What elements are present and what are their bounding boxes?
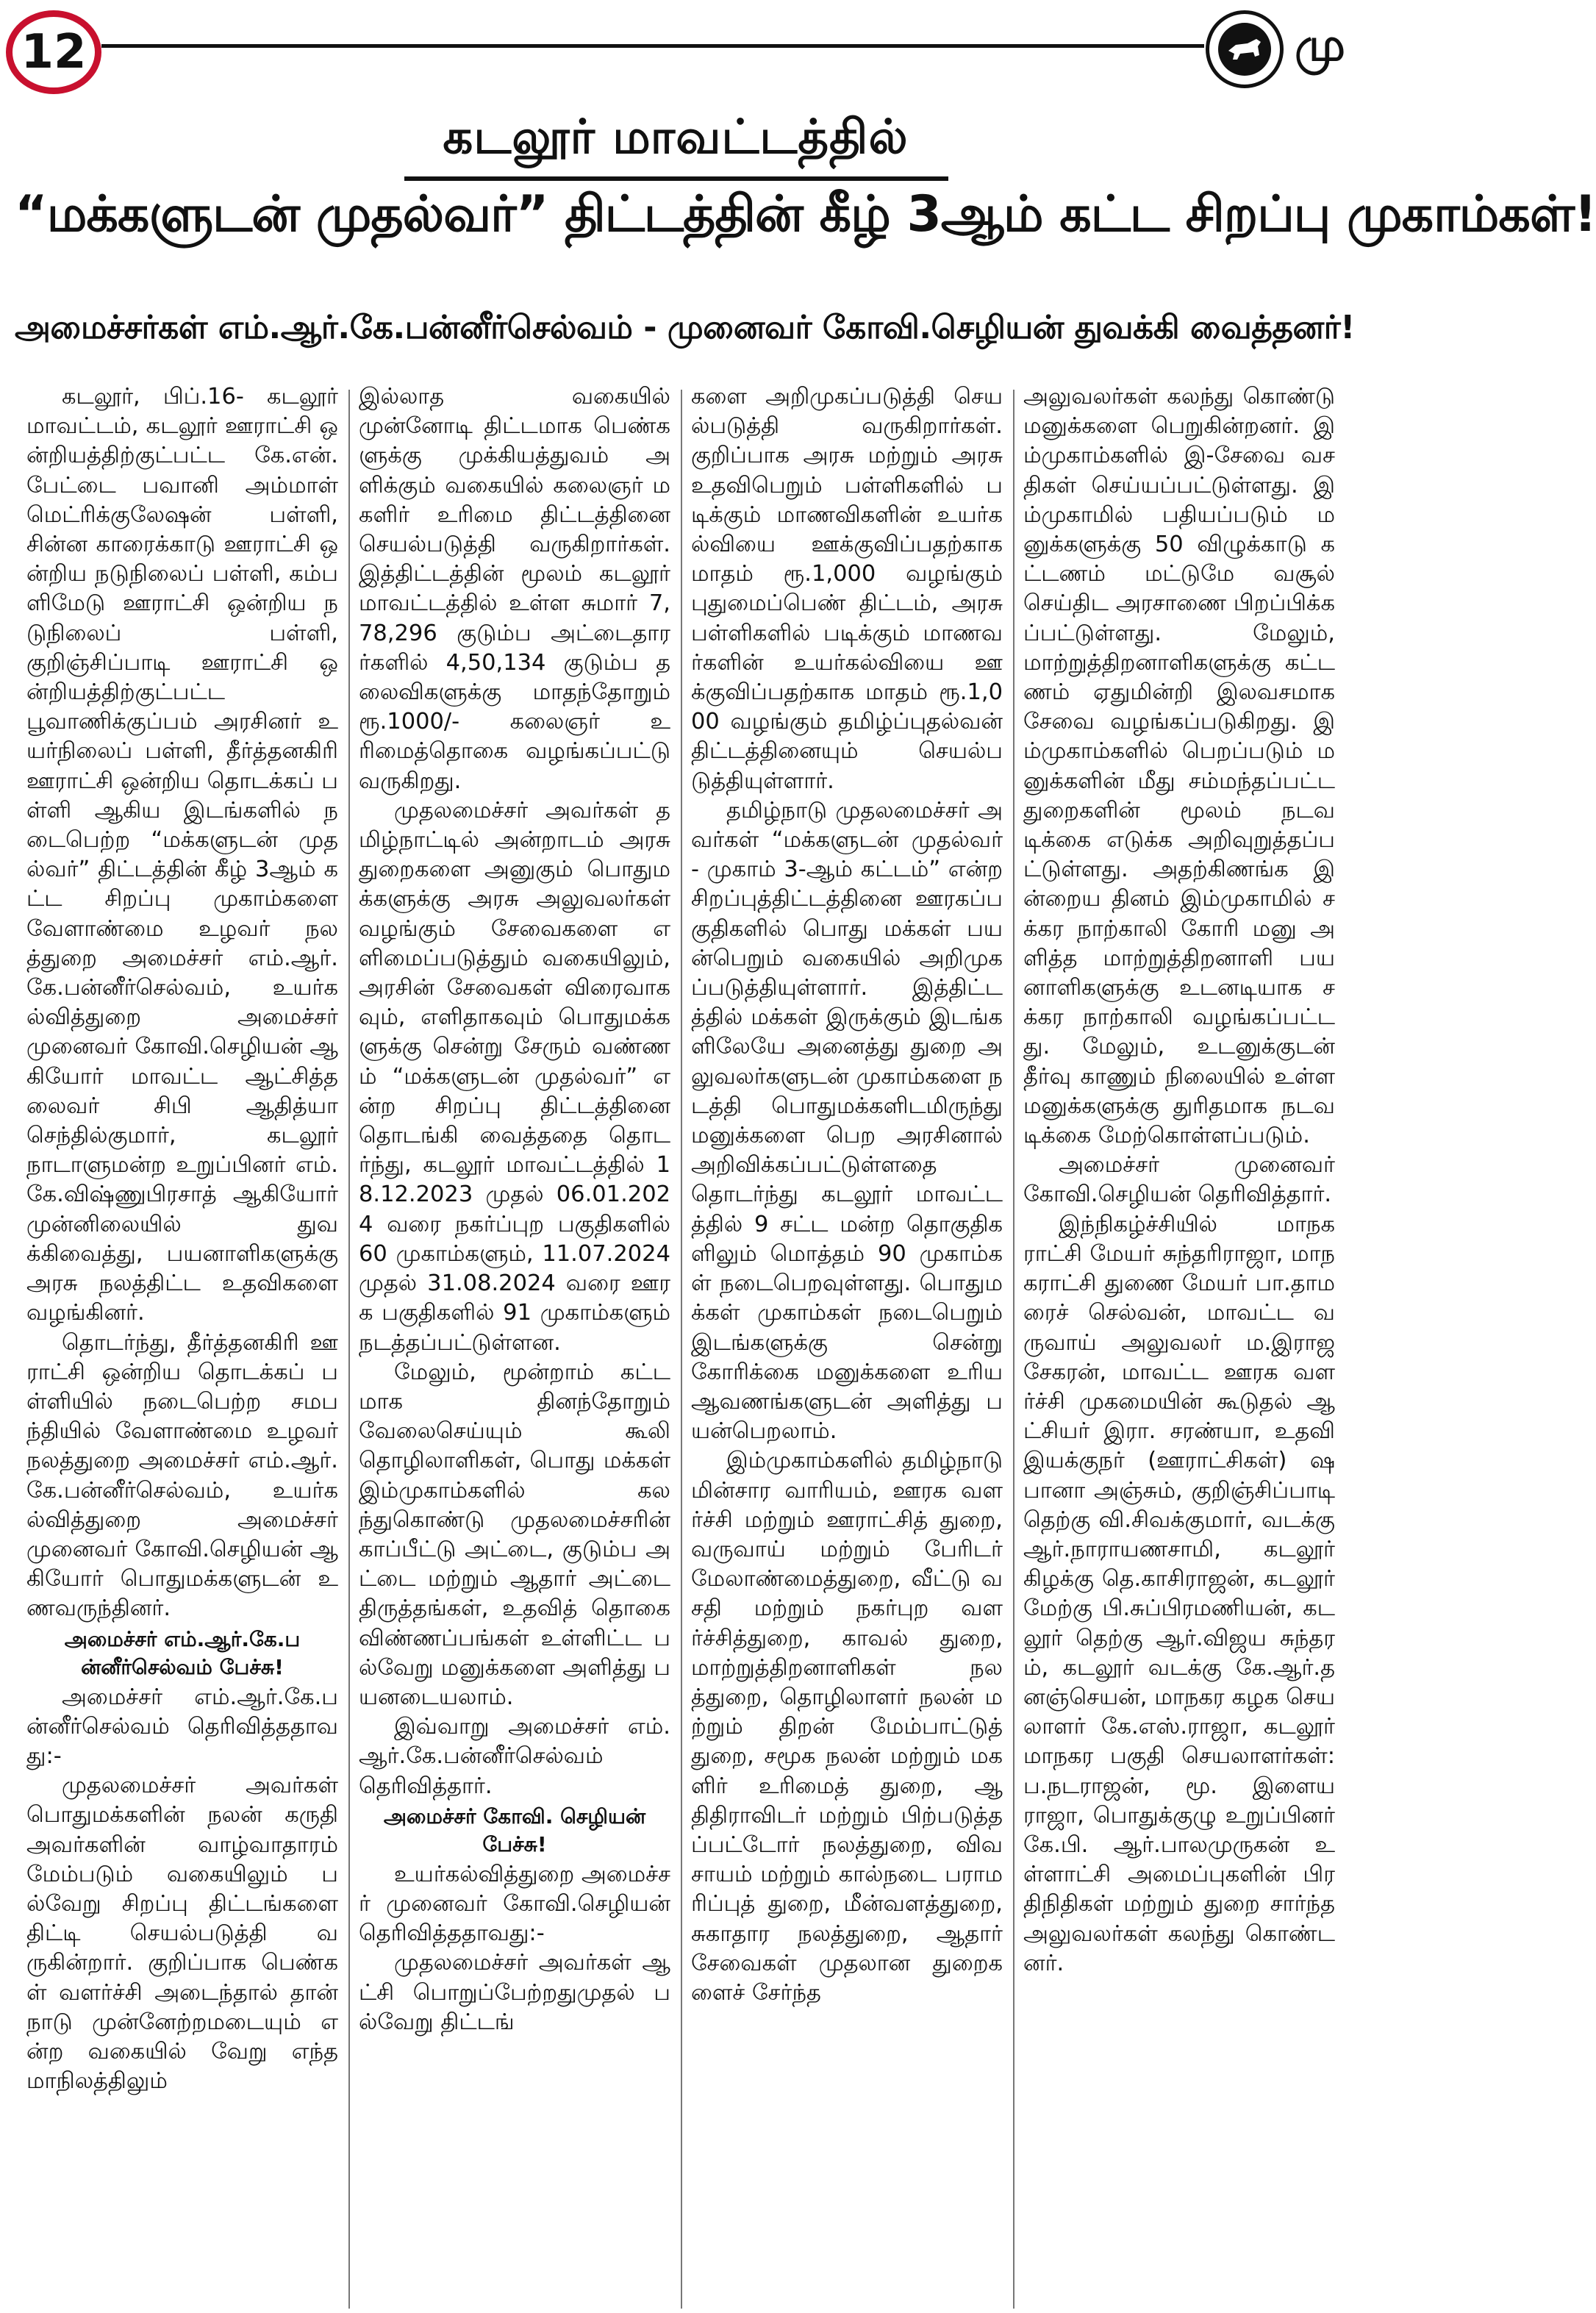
article-column-1 xyxy=(26,382,338,2309)
paragraph: முதலமைச்சர் அவர்கள் ஆட்சி பொறுப்பேற்றதுமுதல் பல்வேறு திட்டங் xyxy=(359,1950,670,2035)
paragraph: இந்நிகழ்ச்சியில் மாநகராட்சி மேயர் சுந்தரிராஜா, மாநகராட்சி துணை மேயர் பா.தாமரைச் செல்வன், மாவட்ட வருவாய் அலுவலர் ம.இராஜசேகரன், மாவட்ட ஊரக வளர்ச்சி முகமையின் கூடுதல் ஆட்சியர் இரா. சரண்யா, உதவி இயக்குநர் (ஊராட்சிகள்) ஷபானா அஞ்சும், குறிஞ்சிப்பாடி தெற்கு வி.சிவக்குமார், வடக்கு ஆர்.நாராயணசாமி, கடலூர் கிழக்கு தெ.காசிராஜன், கடலூர் மேற்கு பி.சுப்பிரமணியன், கடலூர் தெற்கு ஆர்.விஜய சுந்தரம், கடலூர் வடக்கு கே.ஆர்.தனஞ்செயன், மாநகர கழக செயலாளர் கே.எஸ்.ராஜா, கடலூர் மாநகர பகுதி செயலாளர்கள்: ப.நடராஜன், மூ. இளையராஜா, பொதுக்குழு உறுப்பினர் கே.பி. ஆர்.பாலமுருகன் உள்ளாட்சி அமைப்புகளின் பிரதிநிதிகள் மற்றும் துறை சார்ந்த அலுவலர்கள் கலந்து கொண்டனர். xyxy=(1023,1211,1335,1976)
paragraph: அமைச்சர் எம்.ஆர்.கே.பன்னீர்செல்வம் தெரிவித்ததாவது:- xyxy=(26,1684,338,1769)
bull-emblem-icon xyxy=(1218,23,1271,76)
paragraph: முதலமைச்சர் அவர்கள் தமிழ்நாட்டில் அன்றாடம் அரசு துறைகளை அனுகும் பொதுமக்களுக்கு அரசு அலுவலர்கள் வழங்கும் சேவைகளை எளிமைப்படுத்தும் வகையிலும், அரசின் சேவைகள் விரைவாகவும், எளிதாகவும் பொதுமக்களுக்கு சென்று சேரும் வண்ணம் “மக்களுடன் முதல்வர்” என்ற சிறப்பு திட்டத்தினை தொடங்கி வைத்ததை தொடர்ந்து, கடலூர் மாவட்டத்தில் 18.12.2023 முதல் 06.01.2024 வரை நகர்ப்புற பகுதிகளில் 60 முகாம்களும், 11.07.2024 முதல் 31.08.2024 வரை ஊரக பகுதிகளில் 91 முகாம்களும் நடத்தப்பட்டுள்ளன. xyxy=(359,797,670,1356)
paragraph: அமைச்சர் முனைவர் கோவி.செழியன் தெரிவித்தார். xyxy=(1023,1152,1335,1208)
sub-headline: அமைச்சர்கள் எம்.ஆர்.கே.பன்னீர்செல்வம் - முனைவர் கோவி.செழியன் துவக்கி வைத்தனர்! xyxy=(15,309,1355,346)
paragraph: அலுவலர்கள் கலந்து கொண்டு மனுக்களை பெறுகின்றனர். இம்முகாம்களில் இ-சேவை வசதிகள் செய்யப்பட்டுள்ளது. இம்முகாமில் பதியப்படும் மனுக்களுக்கு 50 விழுக்காடு கட்டணம் மட்டுமே வசூல் செய்திட அரசாணை பிறப்பிக்கப்பட்டுள்ளது. மேலும், மாற்றுத்திறனாளிகளுக்கு கட்டணம் ஏதுமின்றி இலவசமாக சேவை வழங்கப்படுகிறது. இம்முகாம்களில் பெறப்படும் மனுக்களின் மீது சம்மந்தப்பட்ட துறைகளின் மூலம் நடவடிக்கை எடுக்க அறிவுறுத்தப்பட்டுள்ளது. அதற்கிணங்க இன்றைய தினம் இம்முகாமில் சக்கர நாற்காலி கோரி மனு அளித்த மாற்றுத்திறனாளி பயனாளிகளுக்கு உடனடியாக சக்கர நாற்காலி வழங்கப்பட்டது. மேலும், உடனுக்குடன் தீர்வு காணும் நிலையில் உள்ள மனுக்களுக்கு துரிதமாக நடவடிக்கை மேற்கொள்ளப்படும். xyxy=(1023,384,1335,1149)
kicker-underline xyxy=(404,176,948,181)
article-body xyxy=(26,382,1342,2309)
article-column-4 xyxy=(1023,382,1335,2309)
paragraph: தமிழ்நாடு முதலமைச்சர் அவர்கள் “மக்களுடன் முதல்வர் - முகாம் 3-ஆம் கட்டம்” என்ற சிறப்புத்திட்டத்தினை ஊரகப்பகுதிகளில் பொது மக்கள் பயன்பெறும் வகையில் அறிமுகப்படுத்தியுள்ளார். இத்திட்டத்தில் மக்கள் இருக்கும் இடங்களிலேயே அனைத்து துறை அலுவலர்களுடன் முகாம்களை நடத்தி பொதுமக்களிடமிருந்து மனுக்களை பெற அரசினால் அறிவிக்கப்பட்டுள்ளதை தொடர்ந்து கடலூர் மாவட்டத்தில் 9 சட்ட மன்ற தொகுதிகளிலும் மொத்தம் 90 முகாம்கள் நடைபெறவுள்ளது. பொதுமக்கள் முகாம்கள் நடைபெறும் இடங்களுக்கு சென்று கோரிக்கை மனுக்களை உரிய ஆவணங்களுடன் அளித்து பயன்பெறலாம். xyxy=(691,797,1003,1445)
header-rule xyxy=(101,44,1204,48)
main-headline: “மக்களுடன் முதல்வர்” திட்டத்தின் கீழ் 3ஆம் கட்ட சிறப்பு முகாம்கள்! xyxy=(15,185,1596,243)
kicker-headline: கடலூர் மாவட்டத்தில் xyxy=(443,110,909,165)
paragraph: மேலும், மூன்றாம் கட்டமாக தினந்தோறும் வேலைசெய்யும் கூலி தொழிலாளிகள், பொது மக்கள் இம்முகாம்களில் கலந்துகொண்டு முதலமைச்சரின் காப்பீட்டு அட்டை, குடும்ப அட்டை மற்றும் ஆதார் அட்டை திருத்தங்கள், உதவித் தொகை விண்ணப்பங்கள் உள்ளிட்ட பல்வேறு மனுக்களை அளித்து பயனடையலாம். xyxy=(359,1359,670,1710)
paragraph: இல்லாத வகையில் முன்னோடி திட்டமாக பெண்களுக்கு முக்கியத்துவம் அளிக்கும் வகையில் கலைஞர் மகளிர் உரிமை திட்டத்தினை செயல்படுத்தி வருகிறார்கள். இத்திட்டத்தின் மூலம் கடலூர் மாவட்டத்தில் உள்ள சுமார் 7,78,296 குடும்ப அட்டைதாரர்களில் 4,50,134 குடும்ப தலைவிகளுக்கு மாதந்தோறும் ரூ.1000/- கலைஞர் உரிமைத்தொகை வழங்கப்பட்டு வருகிறது. xyxy=(359,384,670,794)
paragraph: முதலமைச்சர் அவர்கள் பொதுமக்களின் நலன் கருதி அவர்களின் வாழ்வாதாரம் மேம்படும் வகையிலும் பல்வேறு சிறப்பு திட்டங்களை திட்டி செயல்படுத்தி வருகின்றார். குறிப்பாக பெண்கள் வளர்ச்சி அடைந்தால் தான் நாடு முன்னேற்றமடையும் என்ற வகையில் வேறு எந்த மாநிலத்திலும் xyxy=(26,1773,338,2095)
section-heading: அமைச்சர் கோவி. செழியன் பேச்சு! xyxy=(383,1803,646,1856)
paragraph: இவ்வாறு அமைச்சர் எம்.ஆர்.கே.பன்னீர்செல்வம் தெரிவித்தார். xyxy=(359,1714,670,1799)
paragraph: உயர்கல்வித்துறை அமைச்சர் முனைவர் கோவி.செழியன் தெரிவித்ததாவது:- xyxy=(359,1861,670,1947)
paragraph: கடலூர், பிப்.16- கடலூர் மாவட்டம், கடலூர் ஊராட்சி ஒன்றியத்திற்குட்பட்ட கே.என். பேட்டை பவானி அம்மாள் மெட்ரிக்குலேஷன் பள்ளி, சின்ன காரைக்காடு ஊராட்சி ஒன்றிய நடுநிலைப் பள்ளி, கம்பளிமேடு ஊராட்சி ஒன்றிய நடுநிலைப் பள்ளி, குறிஞ்சிப்பாடி ஊராட்சி ஒன்றியத்திற்குட்பட்ட பூவாணிக்குப்பம் அரசினர் உயர்நிலைப் பள்ளி, தீர்த்தனகிரி ஊராட்சி ஒன்றிய தொடக்கப் பள்ளி ஆகிய இடங்களில் நடைபெற்ற “மக்களுடன் முதல்வர்” திட்டத்தின் கீழ் 3ஆம் கட்ட சிறப்பு முகாம்களை வேளாண்மை உழவர் நலத்துறை அமைச்சர் எம்.ஆர்.கே.பன்னீர்செல்வம், உயர்கல்வித்துறை அமைச்சர் முனைவர் கோவி.செழியன் ஆகியோர் மாவட்ட ஆட்சித்தலைவர் சிபி ஆதித்யா செந்தில்குமார், கடலூர் நாடாளுமன்ற உறுப்பினர் எம்.கே.விஷ்ணுபிரசாத் ஆகியோர் முன்னிலையில் துவக்கிவைத்து, பயனாளிகளுக்கு அரசு நலத்திட்ட உதவிகளை வழங்கினர். xyxy=(26,384,338,1326)
page-header-bar xyxy=(0,0,1351,92)
masthead-logo-icon xyxy=(1206,10,1284,88)
article-column-3 xyxy=(691,382,1003,2309)
section-heading: அமைச்சர் எம்.ஆர்.கே.பன்னீர்செல்வம் பேச்சு! xyxy=(64,1626,301,1679)
article-column-2 xyxy=(359,382,670,2309)
page-number-badge: 12 xyxy=(6,10,101,94)
paragraph: தொடர்ந்து, தீர்த்தனகிரி ஊராட்சி ஒன்றிய தொடக்கப் பள்ளியில் நடைபெற்ற சமபந்தியில் வேளாண்மை உழவர் நலத்துறை அமைச்சர் எம்.ஆர்.கே.பன்னீர்செல்வம், உயர்கல்வித்துறை அமைச்சர் முனைவர் கோவி.செழியன் ஆகியோர் பொதுமக்களுடன் உணவருந்தினர். xyxy=(26,1329,338,1622)
paragraph: களை அறிமுகப்படுத்தி செயல்படுத்தி வருகிறார்கள். குறிப்பாக அரசு மற்றும் அரசு உதவிபெறும் பள்ளிகளில் படிக்கும் மாணவிகளின் உயர்கல்வியை ஊக்குவிப்பதற்காக மாதம் ரூ.1,000 வழங்கும் புதுமைப்பெண் திட்டம், அரசு பள்ளிகளில் படிக்கும் மாணவர்களின் உயர்கல்வியை ஊக்குவிப்பதற்காக மாதம் ரூ.1,000 வழங்கும் தமிழ்ப்புதல்வன் திட்டத்தினையும் செயல்படுத்தியுள்ளார். xyxy=(691,384,1003,794)
masthead-title: மு xyxy=(1295,18,1345,71)
paragraph: இம்முகாம்களில் தமிழ்நாடு மின்சார வாரியம், ஊரக வளர்ச்சி மற்றும் ஊராட்சித் துறை, வருவாய் மற்றும் பேரிடர் மேலாண்மைத்துறை, வீட்டு வசதி மற்றும் நகர்புற வளர்ச்சித்துறை, காவல் துறை, மாற்றுத்திறனாளிகள் நலத்துறை, தொழிலாளர் நலன் மற்றும் திறன் மேம்பாட்டுத் துறை, சமூக நலன் மற்றும் மகளிர் உரிமைத் துறை, ஆதிதிராவிடர் மற்றும் பிற்படுத்தப்பட்டோர் நலத்துறை, விவசாயம் மற்றும் கால்நடை பராமரிப்புத் துறை, மீன்வளத்துறை, சுகாதார நலத்துறை, ஆதார் சேவைகள் முதலான துறைகளைச் சேர்ந்த xyxy=(691,1448,1003,2006)
